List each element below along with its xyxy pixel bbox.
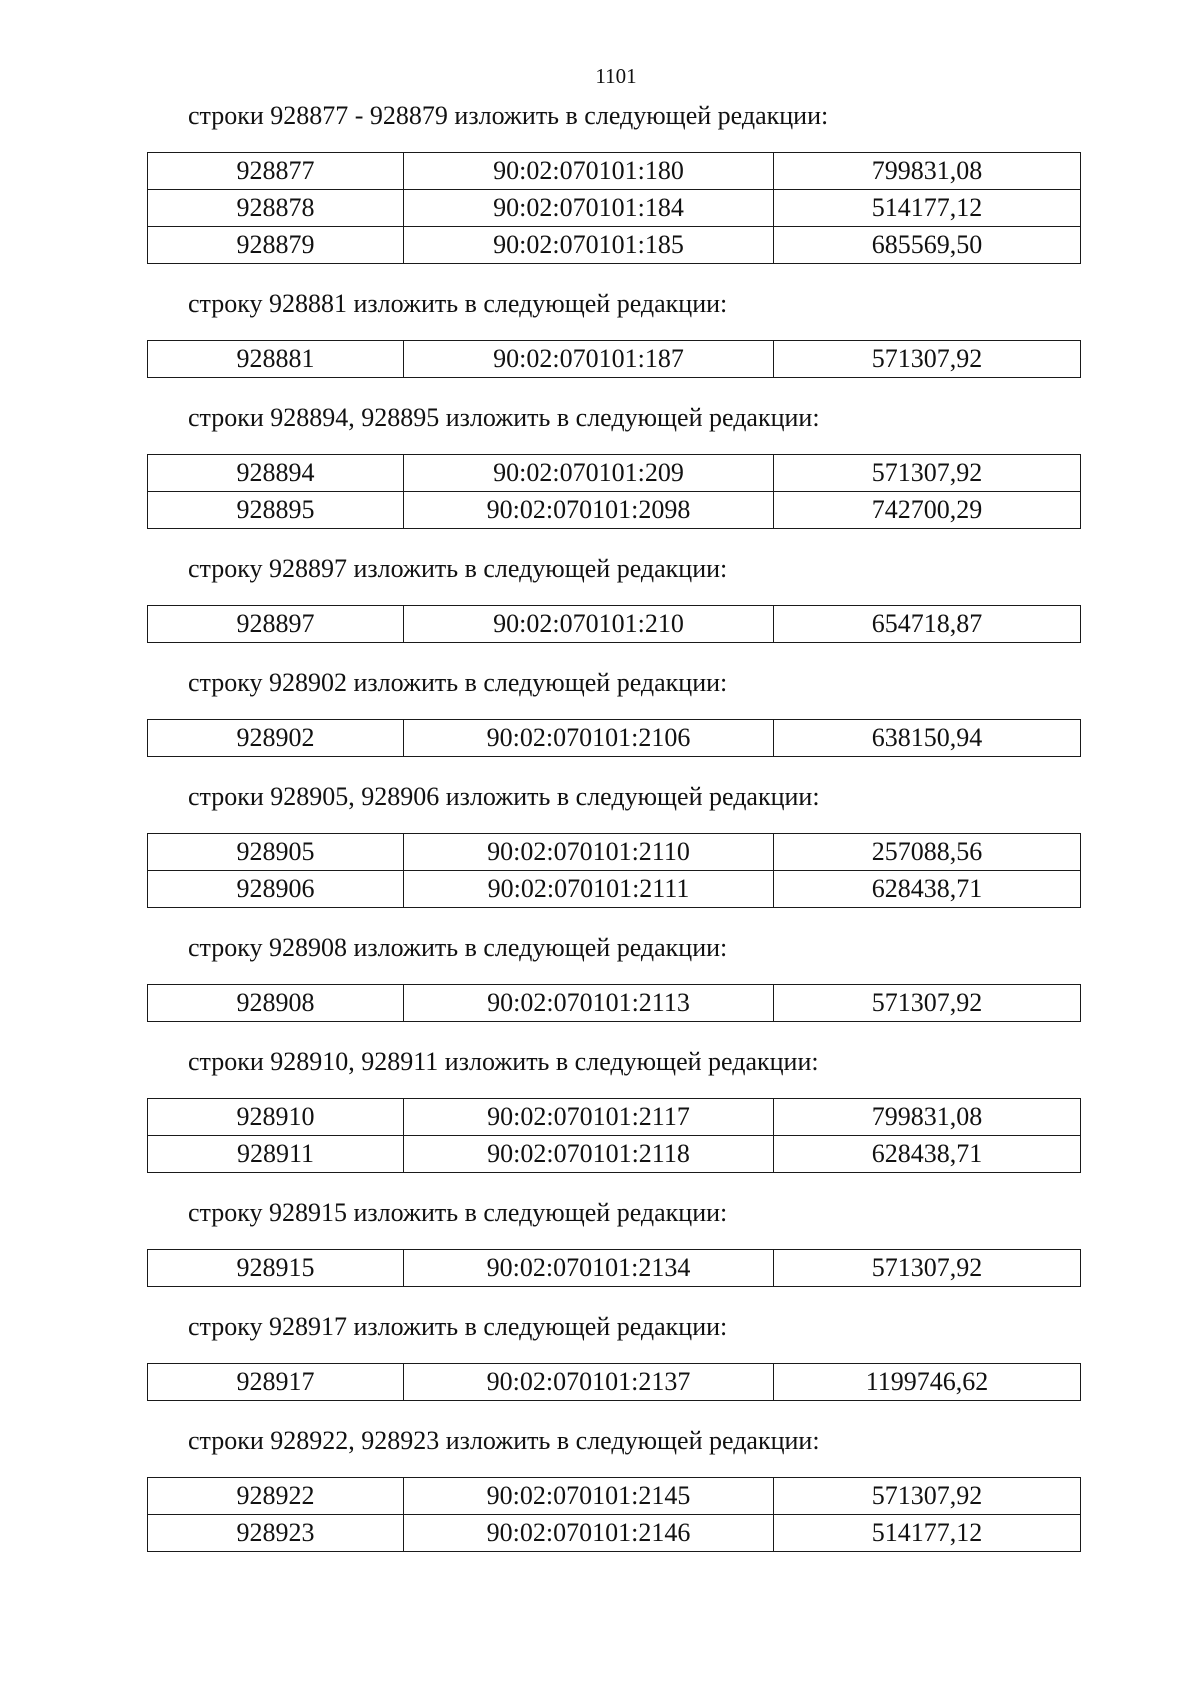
table-row [148,153,1081,190]
page-number: 1101 [595,64,637,88]
amendment-table [147,984,1081,1022]
value-cell: 571307,92 [774,341,1081,378]
amendment-table [147,1363,1081,1401]
row-number-cell: 928877 [148,153,404,190]
row-number-cell: 928917 [148,1364,404,1401]
table-row [148,492,1081,529]
row-number-cell: 928897 [148,606,404,643]
document-body [0,100,1200,1576]
value-cell: 1199746,62 [774,1364,1081,1401]
row-number-cell: 928910 [148,1099,404,1136]
table-row [148,606,1081,643]
cadastral-number-cell: 90:02:070101:2106 [404,720,774,757]
amendment-section [0,100,1200,264]
amendment-table [147,719,1081,757]
amendment-instruction: строку 928897 изложить в следующей редакции: [188,554,728,583]
row-number-cell: 928895 [148,492,404,529]
cadastral-number-cell: 90:02:070101:210 [404,606,774,643]
amendment-section [0,1425,1200,1552]
cadastral-number-cell: 90:02:070101:180 [404,153,774,190]
amendment-section [0,402,1200,529]
value-cell: 571307,92 [774,455,1081,492]
value-cell: 514177,12 [774,190,1081,227]
value-cell: 685569,50 [774,227,1081,264]
table-row [148,1364,1081,1401]
amendment-section [0,1046,1200,1173]
value-cell: 628438,71 [774,871,1081,908]
amendment-section [0,781,1200,908]
value-cell: 799831,08 [774,1099,1081,1136]
table-row [148,1099,1081,1136]
amendment-instruction: строку 928881 изложить в следующей редакции: [188,289,728,318]
amendment-table [147,454,1081,529]
table-row [148,834,1081,871]
value-cell: 257088,56 [774,834,1081,871]
row-number-cell: 928923 [148,1515,404,1552]
amendment-table [147,152,1081,264]
amendment-table [147,1098,1081,1173]
cadastral-number-cell: 90:02:070101:209 [404,455,774,492]
cadastral-number-cell: 90:02:070101:2117 [404,1099,774,1136]
row-number-cell: 928894 [148,455,404,492]
table-row [148,720,1081,757]
row-number-cell: 928902 [148,720,404,757]
row-number-cell: 928922 [148,1478,404,1515]
amendment-table [147,340,1081,378]
amendment-instruction: строки 928894, 928895 изложить в следующей редакции: [188,403,820,432]
row-number-cell: 928906 [148,871,404,908]
amendment-instruction: строки 928910, 928911 изложить в следующей редакции: [188,1047,819,1076]
cadastral-number-cell: 90:02:070101:2110 [404,834,774,871]
table-row [148,1250,1081,1287]
amendment-instruction: строку 928908 изложить в следующей редакции: [188,933,728,962]
value-cell: 628438,71 [774,1136,1081,1173]
cadastral-number-cell: 90:02:070101:2111 [404,871,774,908]
amendment-table [147,1249,1081,1287]
value-cell: 638150,94 [774,720,1081,757]
row-number-cell: 928908 [148,985,404,1022]
amendment-section [0,1311,1200,1401]
row-number-cell: 928911 [148,1136,404,1173]
row-number-cell: 928879 [148,227,404,264]
row-number-cell: 928881 [148,341,404,378]
row-number-cell: 928915 [148,1250,404,1287]
cadastral-number-cell: 90:02:070101:2113 [404,985,774,1022]
table-row [148,985,1081,1022]
table-row [148,341,1081,378]
table-row [148,871,1081,908]
cadastral-number-cell: 90:02:070101:2146 [404,1515,774,1552]
table-row [148,1515,1081,1552]
amendment-instruction: строки 928877 - 928879 изложить в следующей редакции: [188,101,829,130]
amendment-table [147,833,1081,908]
table-row [148,1136,1081,1173]
value-cell: 799831,08 [774,153,1081,190]
amendment-instruction: строки 928905, 928906 изложить в следующей редакции: [188,782,820,811]
value-cell: 742700,29 [774,492,1081,529]
table-row [148,1478,1081,1515]
table-row [148,455,1081,492]
amendment-instruction: строку 928902 изложить в следующей редакции: [188,668,728,697]
value-cell: 571307,92 [774,1478,1081,1515]
amendment-instruction: строку 928915 изложить в следующей редакции: [188,1198,728,1227]
cadastral-number-cell: 90:02:070101:2118 [404,1136,774,1173]
cadastral-number-cell: 90:02:070101:2145 [404,1478,774,1515]
row-number-cell: 928878 [148,190,404,227]
value-cell: 571307,92 [774,1250,1081,1287]
amendment-section [0,1197,1200,1287]
amendment-table [147,1477,1081,1552]
value-cell: 514177,12 [774,1515,1081,1552]
value-cell: 654718,87 [774,606,1081,643]
table-row [148,190,1081,227]
cadastral-number-cell: 90:02:070101:2134 [404,1250,774,1287]
value-cell: 571307,92 [774,985,1081,1022]
cadastral-number-cell: 90:02:070101:185 [404,227,774,264]
table-row [148,227,1081,264]
amendment-section [0,553,1200,643]
amendment-instruction: строку 928917 изложить в следующей редакции: [188,1312,728,1341]
amendment-section [0,288,1200,378]
cadastral-number-cell: 90:02:070101:2098 [404,492,774,529]
row-number-cell: 928905 [148,834,404,871]
amendment-instruction: строки 928922, 928923 изложить в следующей редакции: [188,1426,820,1455]
cadastral-number-cell: 90:02:070101:187 [404,341,774,378]
cadastral-number-cell: 90:02:070101:184 [404,190,774,227]
amendment-section [0,932,1200,1022]
cadastral-number-cell: 90:02:070101:2137 [404,1364,774,1401]
amendment-table [147,605,1081,643]
amendment-section [0,667,1200,757]
